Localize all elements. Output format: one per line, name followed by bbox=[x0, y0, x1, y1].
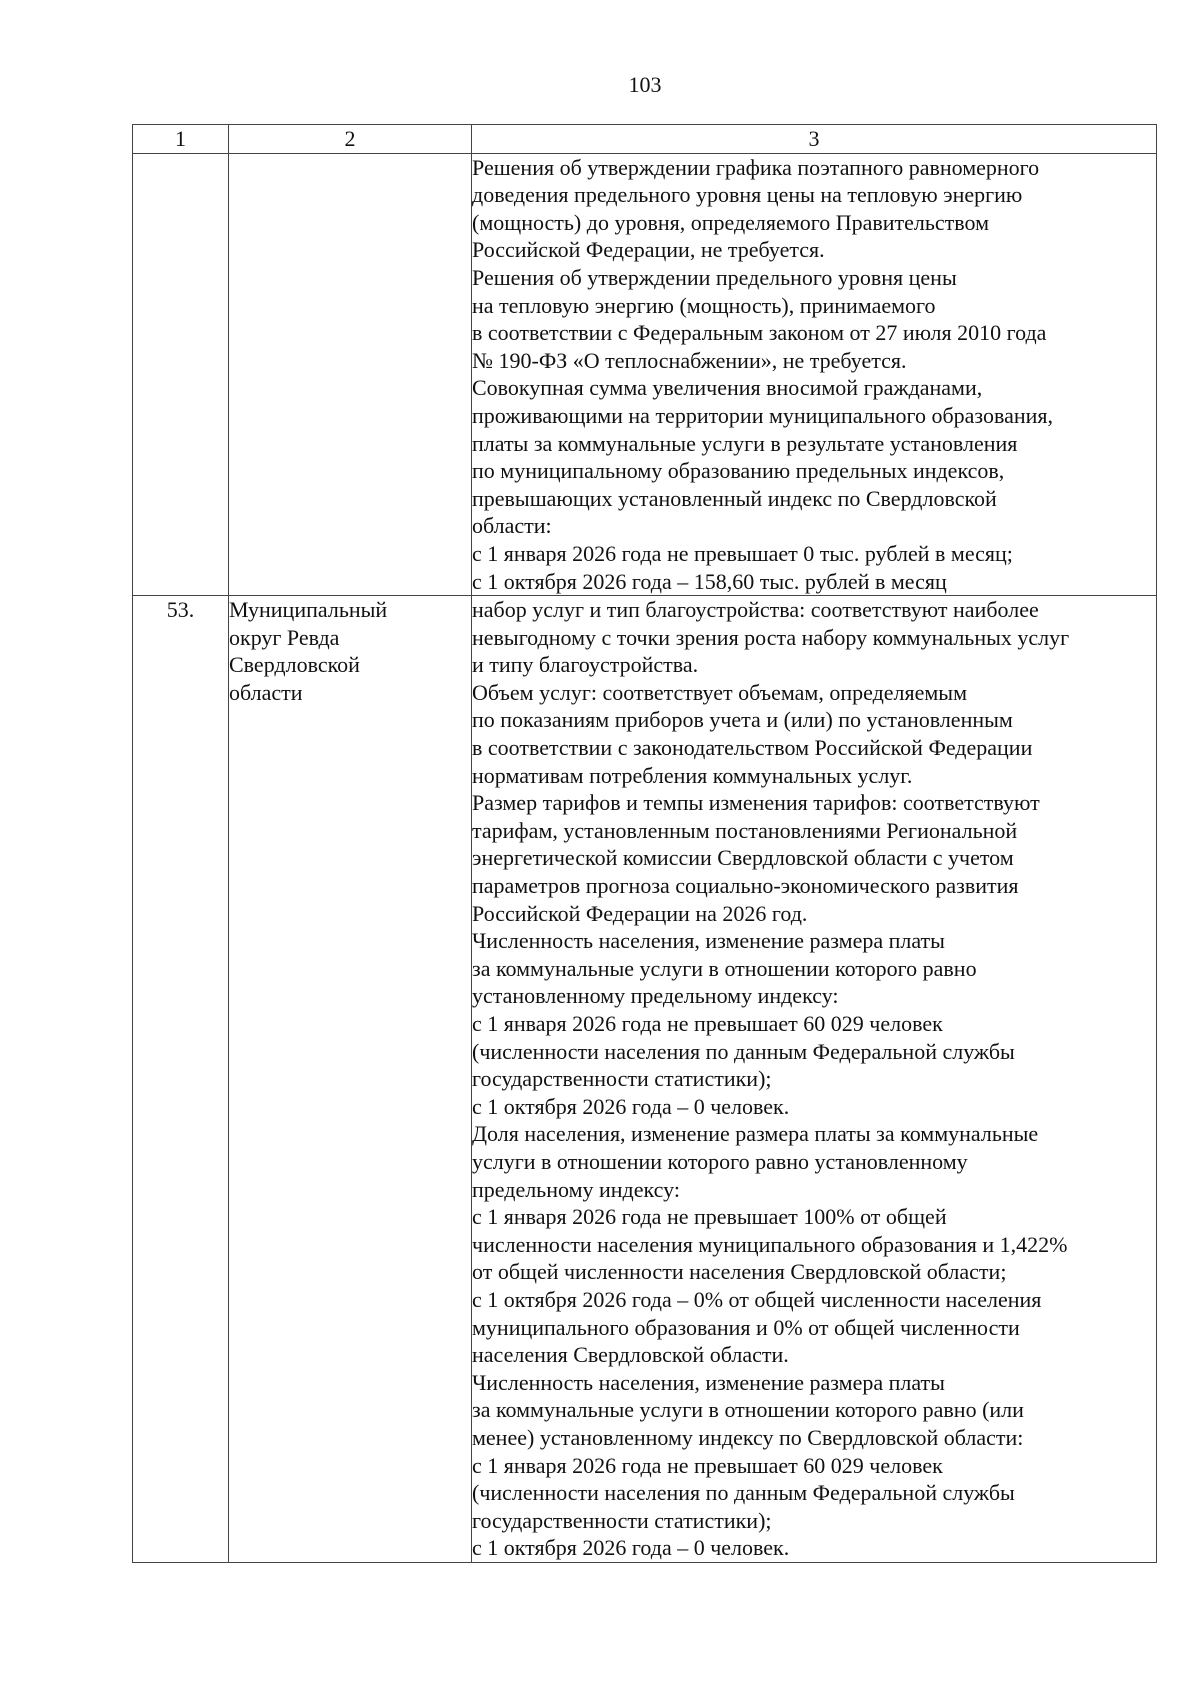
description-line: Размер тарифов и темпы изменения тарифов: соответствуют bbox=[472, 790, 1040, 816]
description-line: государственности статистики); bbox=[472, 1066, 772, 1092]
description-line: с 1 января 2026 года не превышает 0 тыс. рублей в месяц; bbox=[472, 540, 1013, 566]
table-header-row bbox=[133, 125, 1157, 154]
table-row bbox=[133, 153, 1157, 596]
description-line: Российской Федерации на 2026 год. bbox=[472, 900, 808, 926]
row-number-cell: 53. bbox=[133, 596, 229, 1563]
description-line: Численность населения, изменение размера платы bbox=[472, 928, 945, 954]
description-line: с 1 октября 2026 года – 0 человек. bbox=[472, 1093, 790, 1119]
description-line: от общей численности населения Свердловской области; bbox=[472, 1259, 1007, 1285]
description-line: Численность населения, изменение размера платы bbox=[472, 1369, 945, 1395]
description-line: услуги в отношении которого равно установленному bbox=[472, 1148, 968, 1174]
description-line: Доля населения, изменение размера платы за коммунальные bbox=[472, 1121, 1039, 1147]
description-line: в соответствии с Федеральным законом от 27 июля 2010 года bbox=[472, 320, 1047, 346]
description-line: с 1 января 2026 года не превышает 60 029 человек bbox=[472, 1452, 943, 1478]
municipality-name-line: Муниципальный bbox=[229, 597, 388, 623]
description-cell bbox=[472, 153, 1157, 596]
document-table bbox=[132, 124, 1157, 1563]
description-line: с 1 октября 2026 года – 0 человек. bbox=[472, 1535, 790, 1561]
description-line: доведения предельного уровня цены на тепловую энергию bbox=[472, 182, 1023, 208]
description-line: по муниципальному образованию предельных индексов, bbox=[472, 458, 1005, 484]
description-line: Решения об утверждении графика поэтапного равномерного bbox=[472, 154, 1040, 180]
description-cell bbox=[472, 596, 1157, 1563]
description-line: численности населения муниципального образования и 1,422% bbox=[472, 1231, 1068, 1257]
description-line: по показаниям приборов учета и (или) по установленным bbox=[472, 707, 1013, 733]
description-line: населения Свердловской области. bbox=[472, 1342, 789, 1368]
row-number-cell bbox=[133, 153, 229, 596]
description-line: в соответствии с законодательством Российской Федерации bbox=[472, 735, 1033, 761]
column-header-2: 2 bbox=[229, 125, 472, 154]
description-line: Российской Федерации, не требуется. bbox=[472, 237, 825, 263]
description-line: набор услуг и тип благоустройства: соответствуют наиболее bbox=[472, 597, 1039, 623]
description-line: нормативам потребления коммунальных услуг. bbox=[472, 762, 913, 788]
description-line: Совокупная сумма увеличения вносимой гражданами, bbox=[472, 375, 983, 401]
description-line: области: bbox=[472, 513, 552, 539]
description-line: и типу благоустройства. bbox=[472, 652, 699, 678]
description-line: на тепловую энергию (мощность), принимаемого bbox=[472, 292, 936, 318]
description-line: государственности статистики); bbox=[472, 1507, 772, 1533]
column-header-3: 3 bbox=[472, 125, 1157, 154]
description-line: Решения об утверждении предельного уровня цены bbox=[472, 264, 957, 290]
description-line: (мощность) до уровня, определяемого Правительством bbox=[472, 209, 990, 235]
description-line: за коммунальные услуги в отношении которого равно (или bbox=[472, 1397, 1024, 1423]
column-header-1: 1 bbox=[133, 125, 229, 154]
description-line: энергетической комиссии Свердловской области с учетом bbox=[472, 845, 1014, 871]
municipality-name-line: округ Ревда bbox=[229, 624, 340, 650]
description-line: невыгодному с точки зрения роста набору коммунальных услуг bbox=[472, 624, 1070, 650]
description-line: с 1 января 2026 года не превышает 60 029 человек bbox=[472, 1011, 943, 1036]
municipality-name-line: Свердловской bbox=[229, 652, 360, 678]
municipality-name-line: области bbox=[229, 679, 303, 705]
description-line: за коммунальные услуги в отношении которого равно bbox=[472, 955, 977, 981]
description-line: превышающих установленный индекс по Свердловской bbox=[472, 485, 997, 511]
description-line: предельному индексу: bbox=[472, 1176, 680, 1202]
description-line: параметров прогноза социально-экономического развития bbox=[472, 873, 1019, 899]
table-row bbox=[133, 596, 1157, 1563]
description-line: установленному предельному индексу: bbox=[472, 983, 839, 1009]
description-line: муниципального образования и 0% от общей численности bbox=[472, 1314, 1020, 1340]
description-line: № 190-ФЗ «О теплоснабжении», не требуется. bbox=[472, 347, 907, 373]
description-line: (численности населения по данным Федеральной службы bbox=[472, 1038, 1015, 1064]
description-line: тарифам, установленным постановлениями Региональной bbox=[472, 817, 1018, 843]
page-number: 103 bbox=[628, 72, 662, 97]
municipality-name-cell bbox=[229, 596, 472, 1563]
description-line: менее) установленному индексу по Свердловской области: bbox=[472, 1424, 1024, 1450]
description-line: (численности населения по данным Федеральной службы bbox=[472, 1480, 1015, 1506]
description-line: Объем услуг: соответствует объемам, определяемым bbox=[472, 679, 968, 705]
description-line: проживающими на территории муниципального образования, bbox=[472, 402, 1054, 428]
description-line: с 1 октября 2026 года – 158,60 тыс. рублей в месяц bbox=[472, 568, 947, 594]
description-line: с 1 января 2026 года не превышает 100% от общей bbox=[472, 1204, 947, 1230]
municipality-name-cell bbox=[229, 153, 472, 596]
description-line: с 1 октября 2026 года – 0% от общей численности населения bbox=[472, 1286, 1042, 1312]
description-line: платы за коммунальные услуги в результате установления bbox=[472, 430, 1018, 456]
